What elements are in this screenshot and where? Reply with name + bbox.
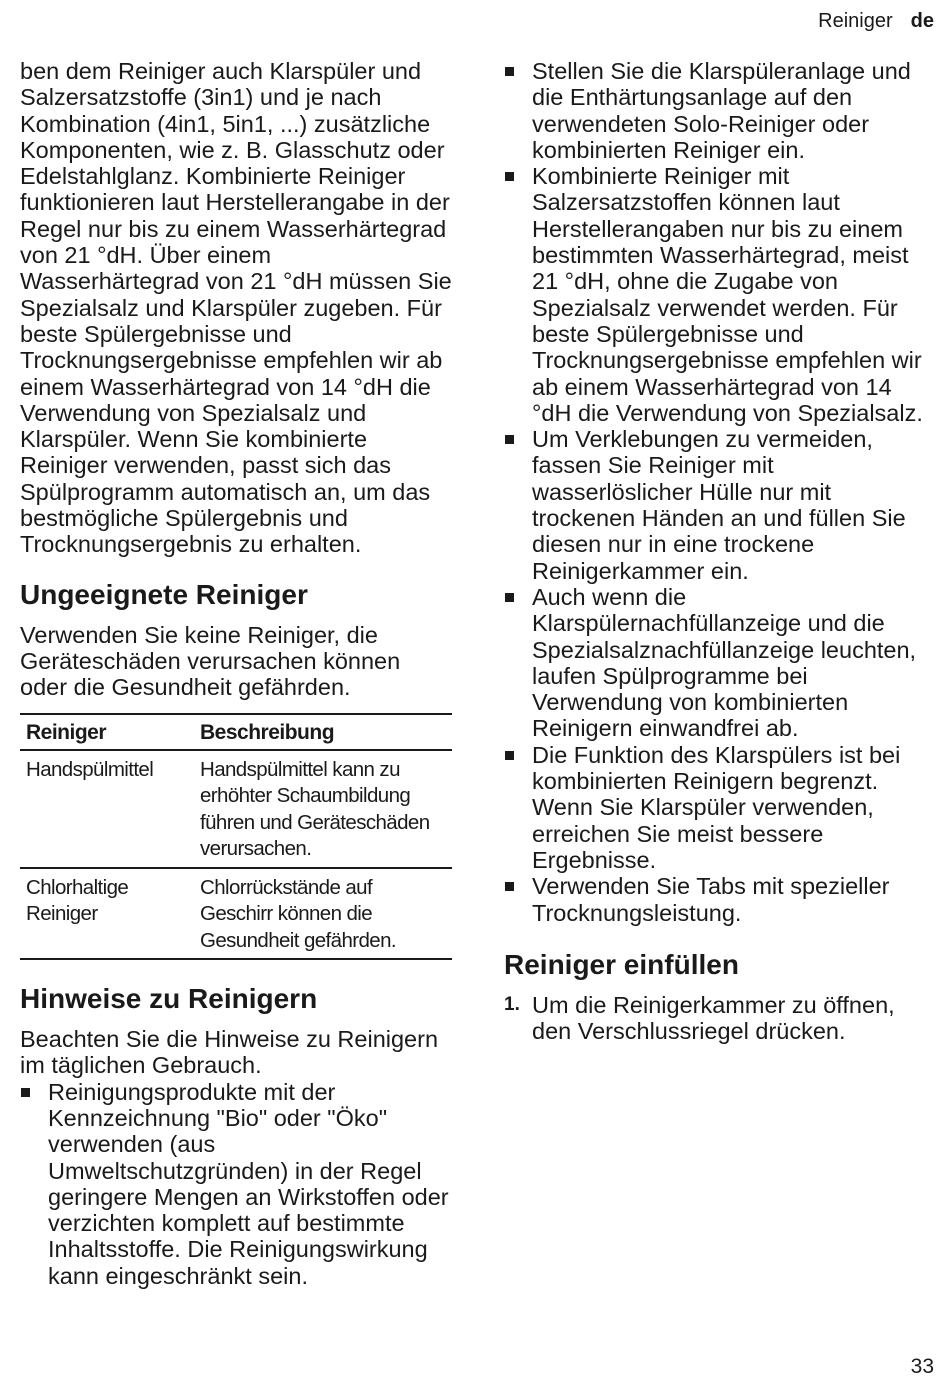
list-item-text: Auch wenn die Klarspülernachfüllanzeige und die Spezialsalznachfüllanzeige leuchten, laufen Spülprogramme bei Verwendung von kombinierten Reinigern einwandfrei ab.: [532, 583, 917, 742]
table-cell-cleaner: Handspülmittel: [20, 750, 194, 868]
intro-paragraph: ben dem Reiniger auch Klarspüler und Salzersatzstoffe (3in1) und je nach Kombination (4in1, 5in1, ...) zusätzliche Komponenten, wie z. B. Glasschutz oder Edelstahlglanz. Kombinierte Reiniger funktionieren laut Herstellerangabe in der Regel nur bis zu einem Wasserhärtegrad von 21 °dH. Über einem Wasserhärtegrad von 21 °dH müssen Sie Spezialsalz und Klarspüler zugeben. Für beste Spülergebnisse und Trocknungsergebnisse empfehlen wir ab einem Wasserhärtegrad von 14 °dH die Verwendung von Spezialsalz und Klarspüler. Wenn Sie kombinierte Reiniger verwenden, passt sich das Spülprogramm automatisch an, um das bestmögliche Spülergebnis und Trocknungsergebnis zu erhalten.: [20, 58, 452, 558]
square-bullet-icon: [505, 67, 514, 76]
list-item: [20, 1079, 452, 1289]
cleaner-hints-heading: Hinweise zu Reinigern: [20, 983, 318, 1015]
square-bullet-icon: [505, 751, 514, 760]
cleaner-hints-list-continued: [504, 58, 936, 926]
list-item-text: Stellen Sie die Klarspüleranlage und die Enthärtungsanlage auf den verwendeten Solo-Reiniger oder kombinierten Reiniger ein.: [532, 58, 911, 163]
square-bullet-icon: [505, 172, 514, 181]
square-bullet-icon: [505, 882, 514, 891]
square-bullet-icon: [505, 593, 514, 602]
fill-cleaner-heading: Reiniger einfüllen: [504, 948, 739, 980]
table-header-row: [20, 714, 452, 750]
left-column: [20, 58, 452, 1289]
step-number: 1.: [504, 993, 520, 1015]
unsuitable-cleaners-table: [20, 713, 452, 961]
page-number: 33: [910, 1355, 934, 1378]
header-language-code: de: [910, 10, 934, 32]
unsuitable-cleaners-text: Verwenden Sie keine Reiniger, die Geräteschäden verursachen können oder die Gesundheit gefährden.: [20, 621, 401, 701]
list-item: [504, 58, 936, 163]
square-bullet-icon: [21, 1088, 30, 1097]
fill-cleaner-steps: [504, 992, 936, 1045]
list-item: [504, 742, 936, 873]
header-section-title: Reiniger: [818, 10, 893, 32]
unsuitable-cleaners-heading: Ungeeignete Reiniger: [20, 578, 308, 610]
list-item: [504, 873, 936, 926]
list-item-text: Reinigungsprodukte mit der Kennzeichnung "Bio" oder "Öko" verwenden (aus Umweltschutzgründen) in der Regel geringere Mengen an Wirkstoffen oder verzichten komplett auf bestimmte Inhaltsstoffe. Die Reinigungswirkung kann eingeschränkt sein.: [48, 1078, 449, 1289]
cleaner-hints-text: Beachten Sie die Hinweise zu Reinigern im täglichen Gebrauch.: [20, 1026, 439, 1079]
right-column: [504, 58, 936, 1044]
table-cell-description: Handspülmittel kann zu erhöhter Schaumbildung führen und Geräteschäden verursachen.: [194, 750, 452, 868]
step-item: [504, 992, 936, 1045]
list-item: [504, 584, 936, 742]
table-cell-description: Chlorrückstände auf Geschirr können die Gesundheit gefährden.: [194, 868, 452, 960]
list-item-text: Verwenden Sie Tabs mit spezieller Trocknungsleistung.: [532, 873, 890, 926]
table-row: [20, 750, 452, 868]
square-bullet-icon: [505, 435, 514, 444]
step-text: Um die Reinigerkammer zu öffnen, den Verschlussriegel drücken.: [532, 991, 895, 1045]
table-header-description: Beschreibung: [194, 714, 452, 750]
table-header-cleaner: Reiniger: [20, 714, 194, 750]
list-item-text: Um Verklebungen zu vermeiden, fassen Sie Reiniger mit wasserlöslicher Hülle nur mit trockenen Händen an und füllen Sie diesen nur in eine trockene Reinigerkammer ein.: [532, 426, 906, 584]
list-item: [504, 163, 936, 426]
table-cell-cleaner: Chlorhaltige Reiniger: [20, 868, 194, 960]
page-header: [818, 8, 934, 34]
table-row: [20, 868, 452, 960]
list-item: [504, 426, 936, 584]
cleaner-hints-list: [20, 1079, 452, 1289]
list-item-text: Die Funktion des Klarspülers ist bei kombinierten Reinigern begrenzt. Wenn Sie Klarspüler verwenden, erreichen Sie meist bessere Ergebnisse.: [532, 741, 901, 873]
list-item-text: Kombinierte Reiniger mit Salzersatzstoffen können laut Herstellerangaben nur bis zu einem bestimmten Wasserhärtegrad, meist 21 °dH, ohne die Zugabe von Spezialsalz verwendet werden. Für beste Spülergebnisse und Trocknungsergebnisse empfehlen wir ab einem Wasserhärtegrad von 14 °dH die Verwendung von Spezialsalz.: [532, 163, 923, 426]
